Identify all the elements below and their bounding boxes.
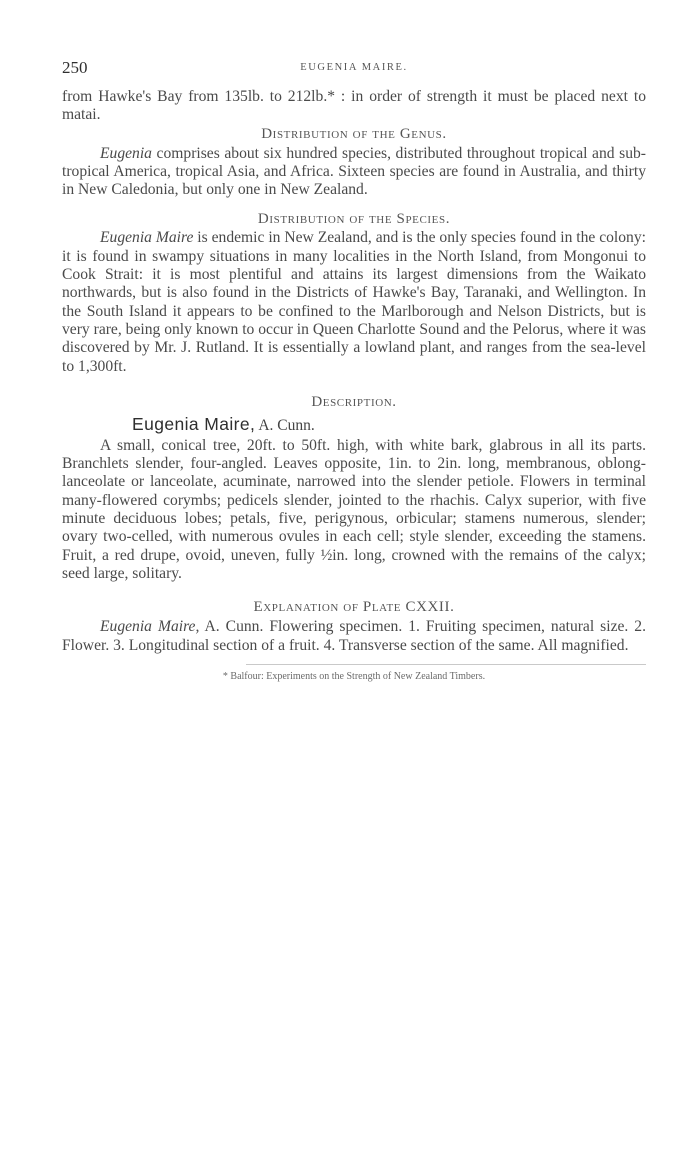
running-title: EUGENIA MAIRE. (300, 62, 408, 73)
paragraph-plate-text: A. Cunn. Flowering specimen. 1. Fruiting specimen, natural size. 2. Flower. 3. Longitudinal section of a fruit. 4. Transverse section of the same. All magnified. (62, 618, 647, 654)
paragraph-distribution-species (62, 229, 646, 375)
running-head (62, 58, 646, 80)
heading-distribution-species: Distribution of the Species. (257, 211, 451, 228)
heading-plate-explanation: Explanation of Plate CXXII. (253, 599, 455, 616)
paragraph-distribution-genus (62, 145, 646, 200)
species-title (132, 414, 646, 435)
page-body (62, 88, 646, 682)
paragraph-plate-explanation (62, 618, 646, 655)
genus-name: Eugenia (100, 144, 152, 162)
plate-species-name: Eugenia Maire, (100, 618, 200, 636)
page-number: 250 (62, 58, 88, 77)
species-name: Eugenia Maire (100, 229, 194, 247)
heading-distribution-genus: Distribution of the Genus. (261, 125, 447, 142)
paragraph-distribution-species-text: is endemic in New Zealand, and is the only species found in the colony: it is found in swampy situations in many localities in the North Island, from Mongonui to Cook Strait: it is most plentiful and attains its largest dimensions from the Waikato northwards, but is also found in the Districts of Hawke's Bay, Taranaki, and Wellington. In the South Island it appears to be confined to the Marlborough and Nelson Districts, but is very rare, being only known to occur in Queen Charlotte Sound and the Pelorus, where it was discovered by Mr. J. Rutland. It is essentially a lowland plant, and ranges from the sea-level to 1,300ft. (62, 229, 646, 375)
species-title-name: Eugenia Maire, (132, 413, 256, 434)
heading-description: Description. (311, 393, 397, 410)
footnote-divider (246, 664, 646, 665)
paragraph-distribution-genus-text: comprises about six hundred species, distributed throughout tropical and sub-tropical America, tropical Asia, and Africa. Sixteen species are found in Australia, and thirty in New Caledonia, but only one in New Zealand. (62, 144, 646, 199)
footnote: * Balfour: Experiments on the Strength of New Zealand Timbers. (222, 670, 486, 682)
paragraph-description: A small, conical tree, 20ft. to 50ft. high, with white bark, glabrous in all its parts. Branchlets slender, four-angled. Leaves opposite, 1in. to 2in. long, membranous, oblong-lanceolate or lanceolate, acuminate, narrowed into the slender petiole. Flowers in terminal many-flowered corymbs; pedicels slender, jointed to the rhachis. Calyx superior, with five minute deciduous lobes; petals, five, perigynous, orbicular; stamens numerous, slender; ovary two-celled, with numerous ovules in each cell; style slender, exceeding the stamens. Fruit, a red drupe, ovoid, uneven, fully ½in. long, crowned with the remains of the calyx; seed large, solitary. (62, 436, 646, 582)
intro-paragraph: from Hawke's Bay from 135lb. to 212lb.* : in order of strength it must be placed next to matai. (62, 88, 646, 124)
species-authority: A. Cunn. (255, 416, 315, 434)
